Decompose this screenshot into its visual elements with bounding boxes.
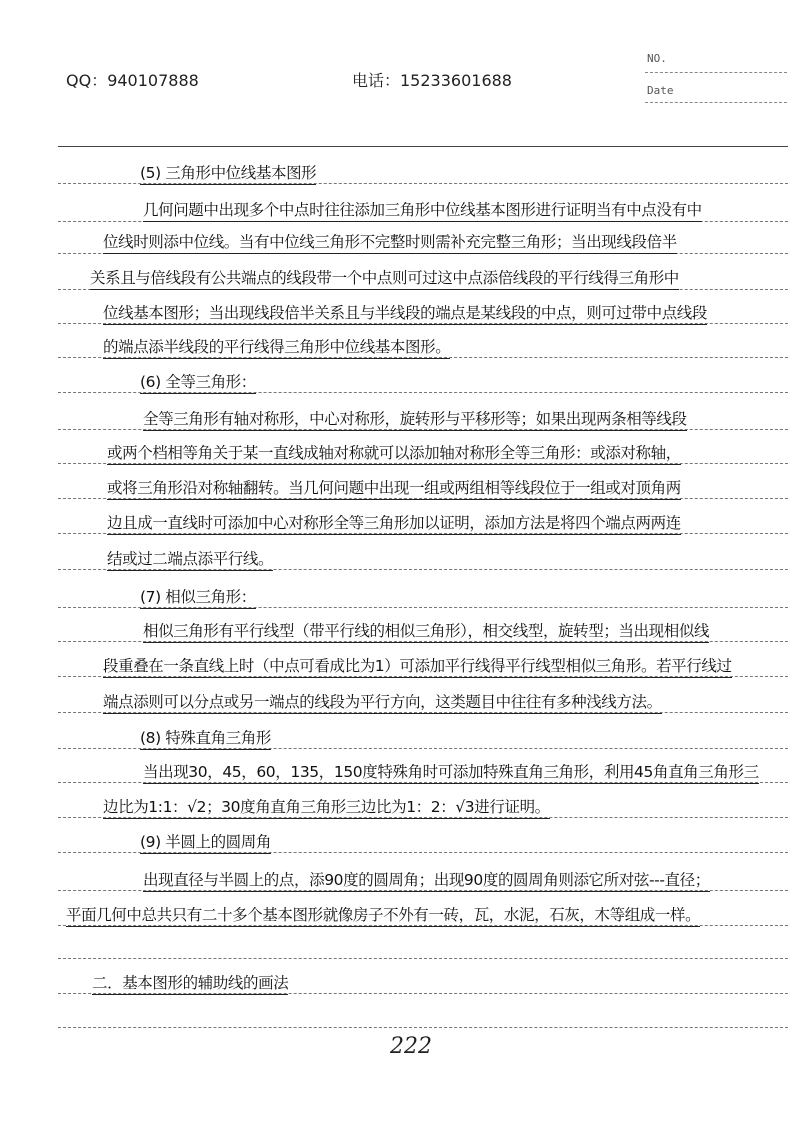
ruled-line bbox=[58, 1027, 788, 1028]
text-line: 边比为1:1：√2；30度角直角三角形三边比为1：2：√3进行证明。 bbox=[103, 797, 550, 819]
text-line: 相似三角形有平行线型（带平行线的相似三角形），相交线型，旋转型；当出现相似线 bbox=[143, 621, 709, 643]
text-line: 全等三角形有轴对称形，中心对称形，旋转形与平移形等；如果出现两条相等线段 bbox=[143, 409, 687, 431]
text-line: 出现直径与半圆上的点，添90度的圆周角；出现90度的圆周角则添它所对弦---直径； bbox=[143, 870, 710, 892]
text-line: 结或过二端点添平行线。 bbox=[107, 549, 273, 571]
date-rule bbox=[645, 102, 787, 103]
text-line: 端点添则可以分点或另一端点的线段为平行方向，这类题目中往往有多种浅线方法。 bbox=[103, 692, 662, 714]
ruled-line bbox=[58, 958, 788, 959]
page-number: 222 bbox=[390, 1034, 432, 1059]
section-heading: (7) 相似三角形： bbox=[140, 587, 256, 609]
section-heading: 二．基本图形的辅助线的画法 bbox=[92, 973, 288, 995]
text-line: 或将三角形沿对称轴翻转。当几何问题中出现一组或两组相等线段位于一组或对顶角两 bbox=[107, 478, 681, 500]
text-line: 边且成一直线时可添加中心对称形全等三角形加以证明，添加方法是将四个端点两两连 bbox=[107, 513, 681, 535]
text-line: 几何问题中出现多个中点时往往添加三角形中位线基本图形进行证明当有中点没有中 bbox=[143, 200, 702, 222]
header-divider bbox=[58, 146, 788, 147]
text-line: 平面几何中总共只有二十多个基本图形就像房子不外有一砖，瓦，水泥，石灰，木等组成一样。 bbox=[66, 905, 700, 927]
text-line: 的端点添半线段的平行线得三角形中位线基本图形。 bbox=[103, 337, 450, 359]
section-heading: (9) 半圆上的圆周角 bbox=[140, 832, 271, 854]
text-line: 段重叠在一条直线上时（中点可看成比为1）可添加平行线得平行线型相似三角形。若平行线过 bbox=[103, 656, 732, 678]
no-label: NO. bbox=[647, 52, 667, 65]
text-line: 或两个档相等角关于某一直线成轴对称就可以添加轴对称形全等三角形：或添对称轴， bbox=[107, 443, 681, 465]
section-heading: (8) 特殊直角三角形 bbox=[140, 728, 271, 750]
no-rule bbox=[645, 72, 787, 73]
section-heading: (5) 三角形中位线基本图形 bbox=[140, 163, 316, 185]
date-label: Date bbox=[647, 84, 674, 97]
text-line: 位线时则添中位线。当有中位线三角形不完整时则需补充完整三角形；当出现线段倍半 bbox=[103, 232, 677, 254]
text-line: 位线基本图形；当出现线段倍半关系且与半线段的端点是某线段的中点，则可过带中点线段 bbox=[103, 303, 707, 325]
header-phone: 电话：15233601688 bbox=[352, 71, 512, 90]
text-line: 关系且与倍线段有公共端点的线段带一个中点则可过这中点添倍线段的平行线得三角形中 bbox=[90, 268, 679, 290]
header-qq: QQ：940107888 bbox=[66, 71, 199, 90]
text-line: 当出现30，45，60，135，150度特殊角时可添加特殊直角三角形，利用45角直角三角形三 bbox=[143, 762, 759, 784]
section-heading: (6) 全等三角形： bbox=[140, 372, 256, 394]
